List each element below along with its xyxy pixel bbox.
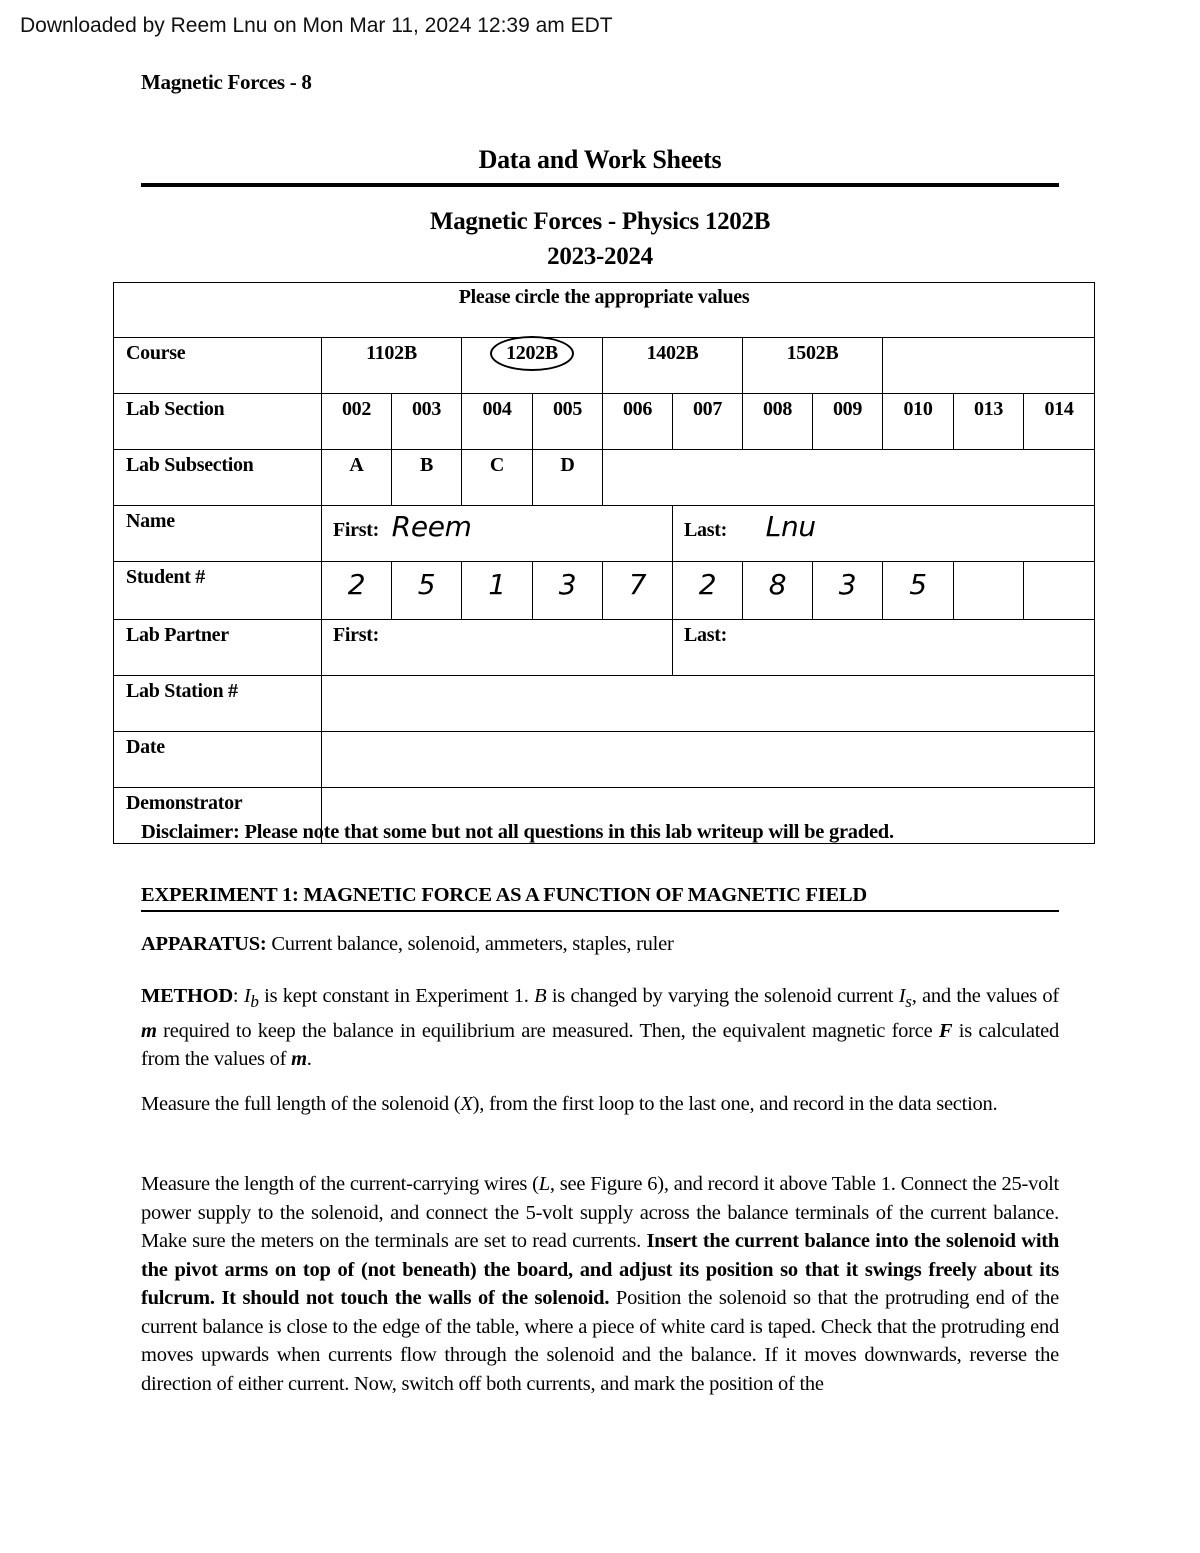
section-option[interactable]: 009 [813, 394, 883, 450]
course-option-1402b[interactable]: 1402B [603, 338, 743, 394]
lab-info-table [113, 282, 1095, 844]
method-paragraph: METHOD: $I_b$ is kept constant in Experiment 1. B is changed by varying the solenoid current $I_s$, and the values of m required to keep the balance in equilibrium are measured. Then, the equivalent magnetic force F is calculated from the values of m. [141, 985, 1059, 1071]
instruction-text: Please circle the appropriate values [114, 283, 1095, 338]
experiment-heading: EXPERIMENT 1: MAGNETIC FORCE AS A FUNCTION OF MAGNETIC FIELD [141, 884, 867, 906]
date-row [114, 732, 1095, 788]
section-option[interactable]: 006 [603, 394, 673, 450]
student-digit[interactable]: 2 [322, 562, 392, 620]
lab-section-row [114, 394, 1095, 450]
last-name-label: Last: [684, 519, 727, 541]
course-option-1502b[interactable]: 1502B [743, 338, 883, 394]
download-banner: Downloaded by Reem Lnu on Mon Mar 11, 2024 12:39 am EDT [20, 14, 613, 37]
lab-partner-row [114, 620, 1095, 676]
course-empty-cell [883, 338, 1095, 394]
course-row [114, 338, 1095, 394]
course-option-1202b-selected[interactable] [462, 338, 603, 394]
student-digit[interactable]: 5 [392, 562, 462, 620]
section-option[interactable]: 007 [673, 394, 743, 450]
course-label: Course [114, 338, 322, 394]
student-number-empty-cell [1024, 562, 1095, 620]
student-number-label: Student # [114, 562, 322, 620]
student-digit[interactable]: 8 [743, 562, 813, 620]
subsection-option[interactable]: D [533, 450, 603, 506]
last-name-field[interactable] [673, 506, 1095, 562]
partner-last-field[interactable] [673, 620, 1095, 676]
name-label: Name [114, 506, 322, 562]
student-digit[interactable] [954, 562, 1024, 620]
procedure-paragraph: Measure the length of the current-carrying wires (L, see Figure 6), and record it above Table 1. Connect the 25-volt power supply to the solenoid, and connect the 5-volt supply across the balance terminals of the current balance. Make sure the meters on the terminals are set to read currents. Insert the current balance into the solenoid with the pivot arms on top of (not beneath) the board, and adjust its position so that it swings freely about its fulcrum. It should not touch the walls of the solenoid. Position the solenoid so that the protruding end of the current balance is close to the edge of the table, where a piece of white card is taped. Check that the protruding end moves upwards when currents flow through the solenoid and the balance. If it moves downwards, reverse the direction of either current. Now, switch off both currents, and mark the position of the [141, 1173, 1059, 1395]
student-digit[interactable]: 5 [883, 562, 954, 620]
first-name-label: First: [333, 519, 379, 541]
student-digit[interactable]: 3 [533, 562, 603, 620]
student-number-row [114, 562, 1095, 620]
section-option[interactable]: 014 [1024, 394, 1095, 450]
partner-first-label: First: [333, 624, 379, 646]
section-option[interactable]: 002 [322, 394, 392, 450]
demonstrator-label: Demonstrator [114, 788, 322, 844]
course-option-1102b[interactable]: 1102B [322, 338, 462, 394]
first-name-field[interactable] [322, 506, 673, 562]
apparatus-text: Current balance, solenoid, ammeters, staples, ruler [266, 933, 674, 955]
student-digit[interactable]: 3 [813, 562, 883, 620]
running-head: Magnetic Forces - 8 [141, 70, 312, 94]
name-row [114, 506, 1095, 562]
lab-subsection-label: Lab Subsection [114, 450, 322, 506]
method-label: METHOD [141, 985, 233, 1007]
page-title: Data and Work Sheets [478, 145, 722, 174]
section-option[interactable]: 004 [462, 394, 533, 450]
apparatus-paragraph [141, 930, 1059, 959]
last-name-value: Lnu [765, 510, 816, 543]
disclaimer: Disclaimer: Please note that some but not all questions in this lab writeup will be graded. [141, 821, 894, 843]
partner-first-field[interactable] [322, 620, 673, 676]
experiment-rule [141, 910, 1059, 912]
section-option[interactable]: 010 [883, 394, 954, 450]
procedure-bold-instruction: Insert the current balance into the solenoid with the pivot arms on top of (not beneath) the board, and adjust its position so that it swings freely about its fulcrum. It should not touch the walls of the solenoid. [141, 1230, 1059, 1309]
title-rule [141, 183, 1059, 187]
partner-last-label: Last: [684, 624, 727, 646]
section-option[interactable]: 005 [533, 394, 603, 450]
subsection-option[interactable]: C [462, 450, 533, 506]
lab-section-label: Lab Section [114, 394, 322, 450]
section-option[interactable]: 003 [392, 394, 462, 450]
measure-solenoid-paragraph: Measure the full length of the solenoid (X), from the first loop to the last one, and record in the data section. [141, 1093, 998, 1115]
student-digit[interactable]: 1 [462, 562, 533, 620]
lab-partner-label: Lab Partner [114, 620, 322, 676]
subsection-empty-cell [603, 450, 1095, 506]
lab-station-row [114, 676, 1095, 732]
lab-subsection-row [114, 450, 1095, 506]
date-label: Date [114, 732, 322, 788]
section-option[interactable]: 008 [743, 394, 813, 450]
subsection-option[interactable]: B [392, 450, 462, 506]
lab-station-label: Lab Station # [114, 676, 322, 732]
lab-station-field[interactable] [322, 676, 1095, 732]
section-option[interactable]: 013 [954, 394, 1024, 450]
academic-year: 2023-2024 [547, 243, 653, 270]
selection-circle: 1202B [490, 336, 574, 371]
subsection-option[interactable]: A [322, 450, 392, 506]
lab-subtitle: Magnetic Forces - Physics 1202B [429, 208, 771, 235]
student-digit[interactable]: 7 [603, 562, 673, 620]
apparatus-label: APPARATUS: [141, 933, 267, 955]
instruction-row [114, 283, 1095, 338]
date-field[interactable] [322, 732, 1095, 788]
first-name-value: Reem [391, 510, 472, 543]
student-digit[interactable]: 2 [673, 562, 743, 620]
